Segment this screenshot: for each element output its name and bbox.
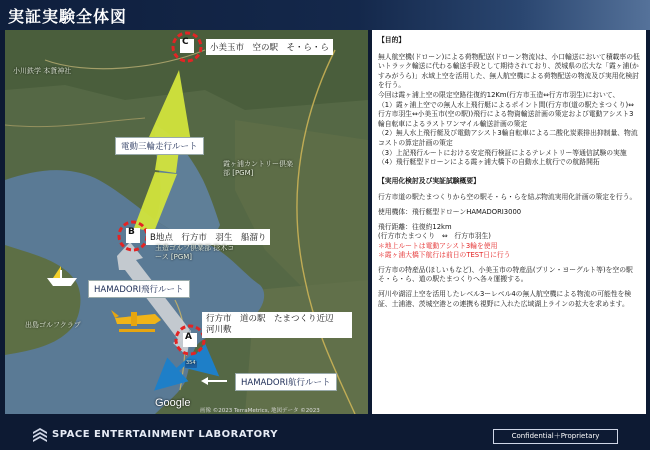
lab-logo-icon (33, 428, 47, 443)
point-a-label-line2: 河川敷 (206, 325, 232, 335)
overview-body: 行方市道の駅たまつくりから空の駅そ・ら・らを結ぶ物流実用化計画の策定を行う。 (378, 193, 637, 202)
map-background (5, 30, 368, 414)
point-b-marker[interactable]: B (128, 227, 135, 237)
purpose-item: （3）上記飛行ルートにおける安定飛行検証によるテレメトリー等通信試験の実施 (378, 148, 627, 157)
description-panel (372, 30, 646, 414)
map-attribution: 画像 ©2023 TerraMetrics, 地図データ ©2023 (200, 408, 320, 414)
overview-title: 【実用化検討及び実証試験概要】 (378, 176, 480, 185)
point-a-label (202, 312, 352, 338)
header-bar (0, 0, 650, 30)
point-c-marker[interactable]: C (182, 37, 189, 47)
tricycle-route-label: 電動三輪走行ルート (115, 137, 204, 155)
page-title: 実証実験全体図 (8, 7, 128, 26)
point-a-marker[interactable]: A (185, 332, 192, 342)
google-logo: Google (155, 397, 191, 409)
footer-brand: SPACE ENTERTAINMENT LABORATORY (52, 429, 279, 440)
map-panel[interactable] (5, 30, 368, 414)
purpose-item: （2）無人水上飛行艇及び電動アシスト3輪自転車による二酸化炭素排出抑制量、物流コストの算定計画の策定 (378, 129, 638, 147)
future-text: 河川や湖沼上空を活用したレベル3ーレベル4の無人航空機による物流の可能性を検証、土浦港、茨城空港との連携も視野に入れた広域湖上ラインの拡大を求めます。 (378, 290, 632, 308)
point-c-label: 小美玉市 空の駅 そ・ら・ら (206, 39, 333, 55)
place-name: 霞ヶ浦カントリー倶楽部 [PGM] (223, 160, 293, 177)
purpose-title: 【目的】 (378, 36, 406, 44)
purpose-body: 無人航空機(ドローン)による荷物配送(ドローン物流)は、小口輸送において積載率の低いトラック輸送に代わる輸送手段として期待されており、茨城県の広大な「霞ヶ浦(かすみがうら)」水域上空を活用した、無人航空機による荷物配送の物流及び実用化検討を行う。 (378, 52, 640, 90)
road-number: 354 (186, 360, 196, 366)
place-name: 玉造ゴルフ倶楽部 捻木コース [PGM] (155, 244, 235, 261)
red-note-ground: ＊地上ルートは電動アシスト3輪を使用 (378, 241, 498, 250)
flight-route-label: HAMADORI飛行ルート (88, 280, 190, 298)
products-text: 行方市の特産品(ほしいもなど)、小美玉市の特産品(プリン・ヨーグルト等)を空の駅そ・ら・ら、道の駅たまつくりへ各々運搬する。 (378, 265, 633, 284)
sail-route-label: HAMADORI航行ルート (235, 373, 337, 391)
confidential-badge: Confidential＋Proprietary (493, 429, 618, 444)
flight-distance: 飛行距離：往復約12km (378, 222, 452, 231)
purpose-note: 今回は霞ヶ浦上空の限定空路往復約12Km(行方市玉造⇔行方市羽生)において、 (378, 90, 620, 99)
red-note-bridge: ＊霞ヶ浦大橋下航行は前日のTEST日に行う (378, 251, 511, 260)
purpose-item: （4）飛行艇型ドローンによる霞ヶ浦大橋下の自動水上航行での航路開拓 (378, 158, 600, 167)
aircraft-spec: 使用機体：飛行艇型ドローンHAMADORI3000 (378, 207, 522, 216)
purpose-item: （1）霞ヶ浦上空での無人水上飛行艇によるポイント間(行方市(道の駅たまつくり)⇔行方市羽生⇔小美玉市(空の駅))飛行による物資輸送計画の策定および電動アシスト3輪自転車によるラストワンマイル輸送計画の策定 (378, 100, 634, 128)
point-b-label: B地点 行方市 羽生 船溜り (146, 229, 270, 245)
place-name: 小川鉄学 本貨神社 (13, 67, 72, 75)
route-text: (行方市たまつくり ⇔ 行方市羽生) (378, 232, 491, 241)
place-name: 出島ゴルフクラブ (25, 321, 81, 329)
point-a-label-line1: 行方市 道の駅 たまつくり近辺 (206, 314, 334, 324)
